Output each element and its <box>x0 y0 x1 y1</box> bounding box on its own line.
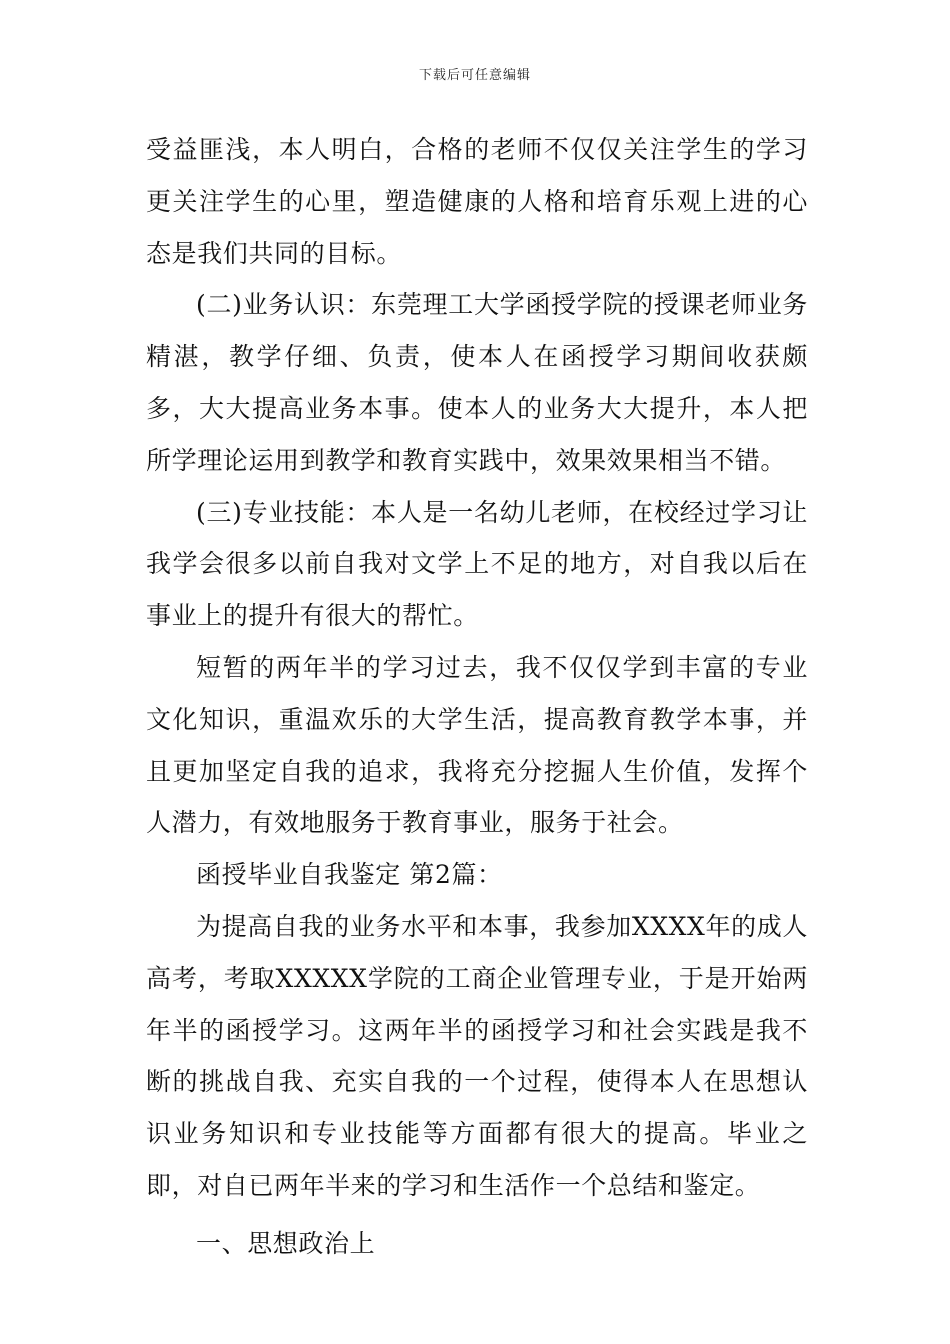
paragraph-continuation: 受益匪浅，本人明白，合格的老师不仅仅关注学生的学习更关注学生的心里，塑造健康的人格和培育乐观上进的心态是我们共同的目标。 <box>146 135 808 268</box>
paragraph-business-knowledge: (二)业务认识：东莞理工大学函授学院的授课老师业务精湛，教学仔细、负责，使本人在函授学习期间收获颇多，大大提高业务本事。使本人的业务大大提升，本人把所学理论运用到教学和教育实践中，效果效果相当不错。 <box>146 290 808 475</box>
article-title: 函授毕业自我鉴定 第2篇： <box>196 860 503 890</box>
document-body <box>146 124 808 1270</box>
paragraph-summary: 短暂的两年半的学习过去，我不仅仅学到丰富的专业文化知识，重温欢乐的大学生活，提高教育教学本事，并且更加坚定自我的追求，我将充分挖掘人生价值，发挥个人潜力，有效地服务于教育事业，服务于社会。 <box>146 652 808 838</box>
section-heading: 一、思想政治上 <box>196 1228 376 1258</box>
page-header: 下载后可任意编辑 <box>418 68 531 83</box>
paragraph-professional-skills: (三)专业技能：本人是一名幼儿老师，在校经过学习让我学会很多以前自我对文学上不足的地方，对自我以后在事业上的提升有很大的帮忙。 <box>146 497 808 631</box>
paragraph-intro: 为提高自我的业务水平和本事，我参加XXXX年的成人高考，考取XXXXX学院的工商企业管理专业，于是开始两年半的函授学习。这两年半的函授学习和社会实践是我不断的挑战自我、充实自我的一个过程，使得本人在思想认识业务知识和专业技能等方面都有很大的提高。毕业之即，对自已两年半来的学习和生活作一个总结和鉴定。 <box>146 911 808 1200</box>
